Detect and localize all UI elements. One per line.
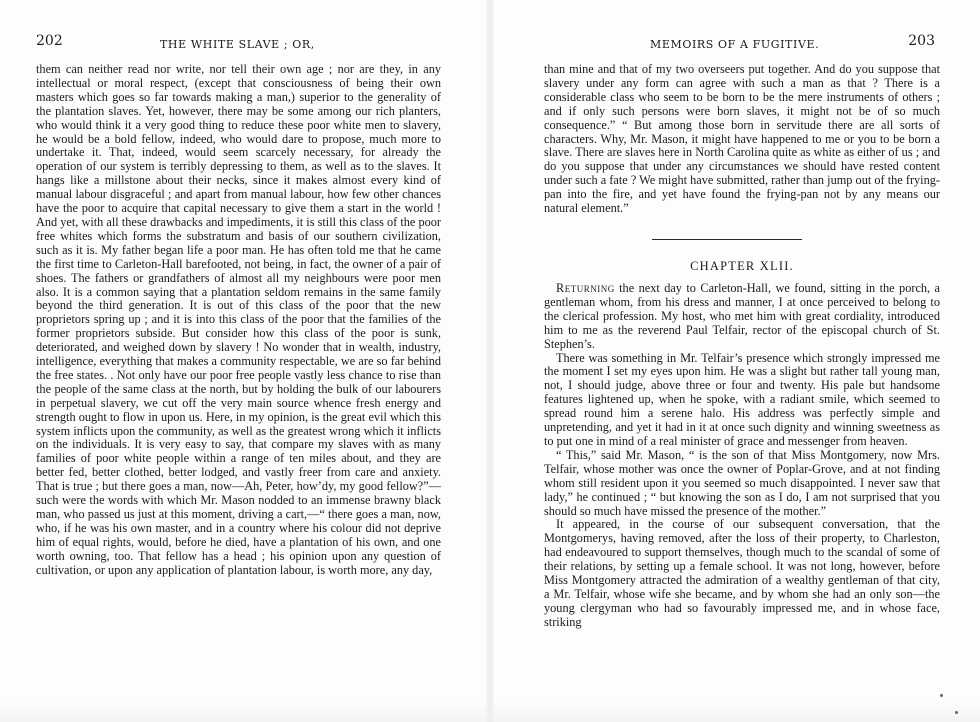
- scan-speck: [955, 711, 958, 714]
- chapter-paragraph: It appeared, in the course of our subsequent conversation, that the Montgomerys, having removed, after the loss of their property, to Charleston, had endeavoured to support themselves, though much to the scandal of some of their relations, by setting up a female school. It was not long, however, before Miss Montgomery attracted the admiration of a wealthy gentleman of that city, a Mr. Telfair, whose wife she became, and by whom she had an only son—the young clergyman who had so favourably impressed me, and in whose face, striking: [544, 517, 940, 629]
- left-page-body: [36, 63, 441, 578]
- chapter-paragraph: “ This,” said Mr. Mason, “ is the son of that Miss Montgomery, now Mrs. Telfair, whose mother was once the owner of Poplar-Grove, and at not finding whom still resident upon it you seemed so much disappointed. I never saw that lady,” he continued ; “ but knowing the son as I do, I am not surprised that you should so much have missed the presence of the mother.”: [544, 447, 940, 518]
- right-page-header: [530, 33, 935, 54]
- opening-paragraph-text: the next day to Carleton-Hall, we found, sitting in the porch, a gentleman whom, from his dress and manner, I at once perceived to belong to the clerical profession. My host, who met him with great cordiality, introduced him to me as the reverend Paul Telfair, rector of the episcopal church of St. Stephen’s.: [544, 281, 941, 351]
- left-page-number: 202: [36, 33, 63, 49]
- scan-speck: [940, 694, 943, 697]
- left-page-header: [36, 33, 441, 54]
- right-running-title: MEMOIRS OF A FUGITIVE.: [650, 38, 820, 51]
- continuation-paragraph: than mine and that of my two overseers put together. And do you suppose that slavery under any form can agree with such a man as that ? There is a considerable class who seem to be born to be the mere instruments of others ; and if only such persons were born slaves, it might not be of so much consequence.” “ But among those born in servitude there are all sorts of characters. Why, Mr. Mason, it might have happened to me or you to be born a slave. There are slaves here in North Carolina quite as white as either of us ; and do you suppose that under any circumstances we should have rested content under such a fate ? We might have submitted, rather than jump out of the frying-pan into the fire, and yet have found the frying-pan not by any means our natural element.”: [544, 62, 940, 216]
- chapter-paragraph: There was something in Mr. Telfair’s presence which strongly impressed me the moment I set my eyes upon him. He was a slight but rather tall young man, not, I should judge, above three or four and twenty. His pale but handsome features lightened up, when he spoke, with a radiant smile, which seemed to spread round him a serene halo. His address was perfectly simple and unpretending, and yet it had in it at once such dignity and winning sweetness as to put one in mind of a real minister of grace and messenger from heaven.: [544, 350, 940, 448]
- chapter-body: [544, 282, 940, 630]
- opening-word: Returning: [556, 281, 615, 295]
- section-divider-rule: [652, 239, 802, 240]
- chapter-heading: CHAPTER XLII.: [690, 259, 794, 273]
- right-page-number: 203: [908, 33, 935, 49]
- right-page-continuation: [544, 63, 940, 216]
- chapter-opening-paragraph: [544, 282, 940, 352]
- left-running-title: THE WHITE SLAVE ; OR,: [160, 38, 315, 51]
- scan-edge-shading: [0, 700, 980, 722]
- left-paragraph: them can neither read nor write, nor tell their own age ; nor are they, in any intellectual or moral respect, (except that consciousness of being their own masters which goes so far towards making a man,) superior to the generality of the plantation slaves. Yet, however, there may be some among our rich planters, who would think it a very good thing to reduce these poor white men to slavery, he would be a bold fellow, indeed, who would dare to propose, much more to undertake it. That, indeed, would seem scarcely necessary, for already the operation of our system is terribly depressing to them, as well as to the slaves. It hangs like a millstone about their necks, since it makes almost every kind of manual labour disgraceful ; and apart from manual labour, how few other chances have the poor to acquire that capital necessary to give them a start in the world ! And yet, with all these drawbacks and impediments, it is still this class of the poor free whites which forms the substratum and basis of our southern civilization, such as it is. My father began life a poor man. He has often told me that he came the first time to Carleton-Hall barefooted, not being, in fact, the owner of a pair of shoes. The fathers or grandfathers of almost all my neighbours were poor men also. It is a common saying that a plantation seldom remains in the same family beyond the third generation. It is out of this class of the poor that the new proprietors spring up ; and it is into this class of the poor that the families of the former proprietors subside. But consider how this class of the poor is sunk, deteriorated, and weighed down by slavery ! No wonder that in wealth, industry, intelligence, everything that makes a community respectable, we are so far behind the free states. . Not only have our poor free people vastly less chance to rise than the people of the same class at the north, but by holding the bulk of our labourers in perpetual slavery, we cut off the very main source whence fresh energy and strength ought to flow in upon us. Here, in my opinion, is the great evil which this system inflicts upon the community, as well as the greatest wrong which it inflicts on the individuals. It is very easy to say, that compare my slaves with as many families of poor white people within a range of ten miles about, and they are better fed, better clothed, better lodged, and vastly freer from care and anxiety. That is true ; but there goes a man, now—Ah, Peter, how’dy, my good fellow?”—such were the words with which Mr. Mason nodded to an immense brawny black man, who passed us just at this moment, driving a cart,—“ there goes a man, now, who, if he was his own master, and in a country where his colour did not deprive him of equal rights, would, before he died, have a plantation of his own, and one worth owning, too. That fellow has a head ; his opinion upon any question of cultivation, or upon any application of plantation labour, is worth more, any day,: [36, 62, 441, 577]
- right-page: [490, 0, 980, 722]
